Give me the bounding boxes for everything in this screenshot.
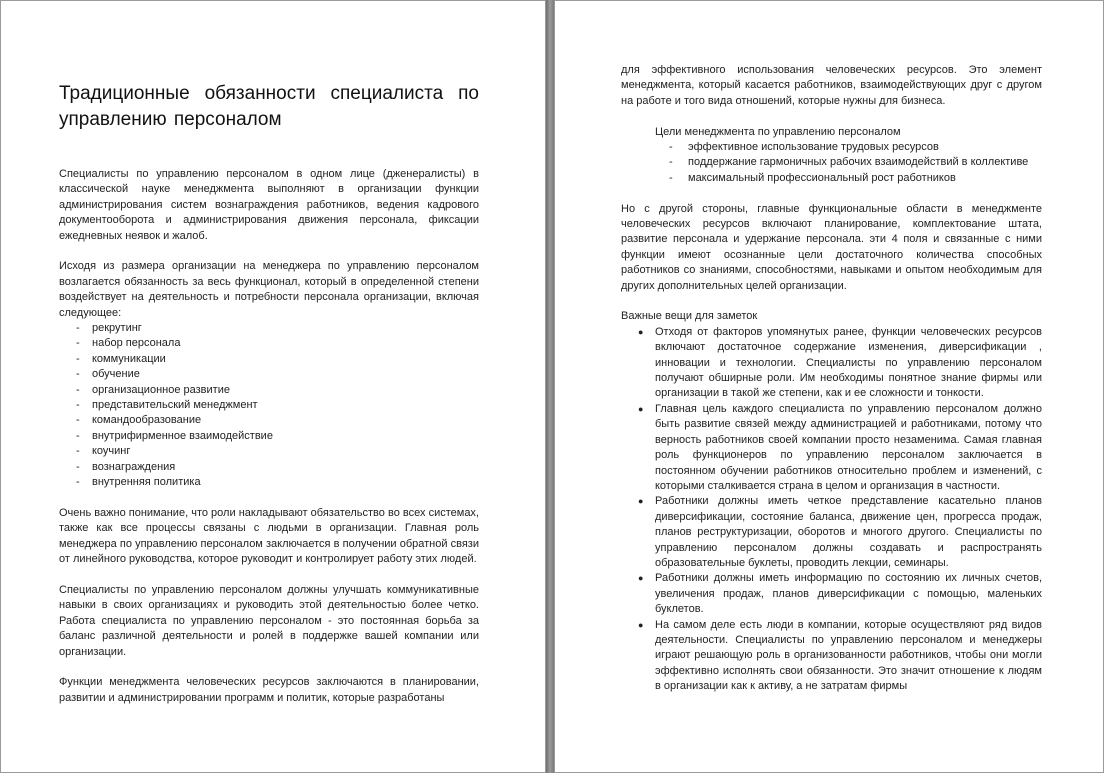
bullet-marker: ● [638, 619, 644, 630]
paragraph-3: Очень важно понимание, что роли накладывают обязательство во всех системах, также как все процессы связаны с людьми в организации. Главная роль менеджера по управлению персоналом заключается в получении обратной связи от линейного руководства, которое руководит и контролирует работу этих людей. [59, 506, 479, 566]
notes-heading: Важные вещи для заметок [621, 310, 758, 323]
dash-marker: - [76, 337, 80, 350]
list-item: - рекрутинг [59, 321, 479, 336]
dash-marker: - [76, 414, 80, 427]
list-item: - внутренняя политика [59, 475, 479, 490]
paragraph-functional-areas: Но с другой стороны, главные функциональные области в менеджменте человеческих ресурсов включают планирование, комплектование штата, развитие персонала и удержание персонала. эти 4 поля и связанные с ними функции имеют осознанные цели достаточного количества способных работников со знаниями, способностями, навыками и опытом необходимым для других дополнительных целей организации. [621, 202, 1042, 292]
dash-marker: - [76, 322, 80, 335]
paragraph-5: Функции менеджмента человеческих ресурсов заключаются в планировании, развитии и администрировании программ и политик, которые разработаны [59, 676, 479, 704]
list-item: ● Отходя от факторов упомянутых ранее, функции человеческих ресурсов включают достаточное содержание изменения, диверсификации , инновации и технологии. Специалисты по управлению персоналом получают обширные роли. Им необходимы понятное знание фирмы или организации в такой же степени, как и ее сложности и тонкости. [638, 325, 1042, 400]
dash-marker: - [76, 368, 80, 381]
list-item: - поддержание гармоничных рабочих взаимодействий в коллективе [621, 155, 1042, 170]
list-item: ● Главная цель каждого специалиста по управлению персоналом должно быть развитие связей между администрацией и работниками, потому что верность работников своей компании просто незаменима. Самая главная роль функционеров по управлению персоналом заключается в постоянном обучении работников относительно проблем и изменений, с которыми сталкивается страна в целом и организация в частности. [638, 402, 1042, 492]
dash-marker: - [76, 352, 80, 365]
page-content-left [59, 81, 479, 706]
page-gutter [546, 0, 554, 773]
dash-marker: - [76, 445, 80, 458]
list-item: - представительский менеджмент [59, 398, 479, 413]
list-item: - коммуникации [59, 352, 479, 367]
dash-marker: - [669, 156, 673, 169]
bullet-marker: ● [638, 496, 644, 507]
document-page-right [554, 0, 1104, 773]
dash-marker: - [669, 171, 673, 184]
list-item: ● Работники должны иметь информацию по состоянию их личных счетов, увеличения продаж, планов диверсификации с помощью, маленьких буклетов. [638, 572, 1042, 616]
bullet-marker: ● [638, 403, 644, 414]
goals-list [621, 140, 1042, 186]
bullet-marker: ● [638, 573, 644, 584]
page-title: Традиционные обязанности специалиста по управлению персоналом [59, 83, 479, 130]
list-item: - коучинг [59, 444, 479, 459]
dash-marker: - [76, 460, 80, 473]
notes-list [621, 325, 1042, 695]
page-content-right [621, 63, 1042, 695]
paragraph-1: Специалисты по управлению персоналом в одном лице (дженералисты) в классической науке менеджмента выполняют в организации функции администрирования систем вознаграждения работников, ведения кадрового документооборота и администрирования движения персонала, фиксации ежедневных неявок и жалоб. [59, 168, 479, 242]
list-item: ● На самом деле есть люди в компании, которые осуществляют ряд видов деятельности. Специалисты по управлению персоналом и менеджеры играют решающую роль в организованности работников, чтобы они могли эффективно исполнять свои обязанности. Это значит отношение к людям в организации как к активу, а не затратам фирмы [638, 618, 1042, 693]
dash-marker: - [669, 141, 673, 154]
list-item: - эффективное использование трудовых ресурсов [621, 140, 1042, 155]
paragraph-continued: для эффективного использования человеческих ресурсов. Это элемент менеджмента, который касается работников, взаимодействующих друг с другом на работе и того вида отношений, которые нужны для бизнеса. [621, 64, 1042, 107]
list-item: - набор персонала [59, 336, 479, 351]
list-item: - организационное развитие [59, 383, 479, 398]
duties-list [59, 321, 479, 490]
list-item: - внутрифирменное взаимодействие [59, 429, 479, 444]
list-item: - вознаграждения [59, 460, 479, 475]
document-page-left [0, 0, 546, 773]
list-item: - максимальный профессиональный рост работников [621, 171, 1042, 186]
list-item: - обучение [59, 367, 479, 382]
dash-marker: - [76, 399, 80, 412]
dash-marker: - [76, 383, 80, 396]
list-item: ● Работники должны иметь четкое представление касательно планов диверсификации, состояние баланса, движение цен, прогресса продаж, планов реструктуризации, оборотов и многого другого. Специалисты по управлению персоналом должны создавать и распространять образовательные буклеты, проводить лекции, семинары. [638, 495, 1042, 569]
goals-heading: Цели менеджмента по управлению персоналом [655, 125, 901, 138]
bullet-marker: ● [638, 326, 644, 337]
dash-marker: - [76, 476, 80, 489]
list-item: - командообразование [59, 413, 479, 428]
dash-marker: - [76, 429, 80, 442]
paragraph-2: Исходя из размера организации на менеджера по управлению персоналом возлагается обязанность за весь функционал, который в определенной степени воздействует на деятельность и потребности персонала организации, включая следующее: [59, 260, 479, 319]
paragraph-4: Специалисты по управлению персоналом должны улучшать коммуникативные навыки в своих организациях и руководить этой деятельностью более четко. Работа специалиста по управлению персоналом - это постоянная борьба за баланс различной деятельности и ролей в поддержке вашей компании или организации. [59, 583, 479, 658]
